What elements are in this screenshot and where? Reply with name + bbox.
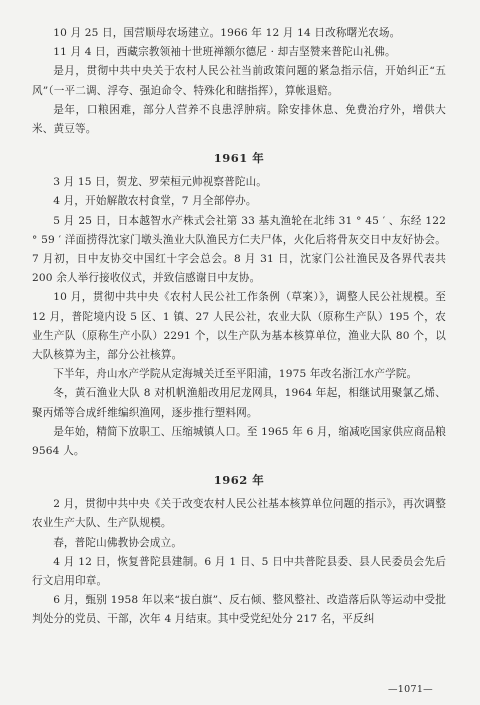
paragraph: 3 月 15 日，贺龙、罗荣桓元帅视察普陀山。 bbox=[53, 176, 268, 189]
paragraph: 是年，口粮困难，部分人营养不良患浮肿病。除安排休息、免费治疗外，增供大米、黄豆等。 bbox=[32, 103, 446, 136]
paragraph: 4 月，开始解散农村食堂，7 月全部停办。 bbox=[53, 195, 257, 208]
paragraph: 冬，黄石渔业大队 8 对机帆渔船改用尼龙网具，1964 年起，相继试用聚氯乙烯、聚丙烯等合成纤维编织渔网，逐步推行塑料网。 bbox=[32, 387, 446, 419]
paragraph: 春，普陀山佛教协会成立。 bbox=[53, 536, 183, 549]
paragraph: 4 月 12 日，恢复普陀县建制。6 月 1 日、5 日中共普陀县委、县人民委员会先后行文启用印章。 bbox=[32, 555, 446, 588]
paragraph: 2 月，贯彻中共中央《关于改变农村人民公社基本核算单位问题的指示》，再次调整农业生产大队、生产队规模。 bbox=[32, 498, 446, 530]
paragraph: 10 月，贯彻中共中央《农村人民公社工作条例（草案）》，调整人民公社规模。至 12 月，普陀境内设 5 区、1 镇、27 人民公社，农业大队（原称生产队）195 个，农业生产队（原称生产小队）2291 个，以生产队为基本核算单位，渔业大队 80 个，以大队核算为主，部分公社核算。 bbox=[32, 291, 446, 362]
year-heading-1962: 1962 年 bbox=[213, 473, 265, 488]
page-number: —1071— bbox=[388, 684, 433, 695]
body-text bbox=[32, 24, 446, 630]
paragraph: 6 月，甄别 1958 年以来“拔白旗”、反右倾、整风整社、改造落后队等运动中受批判处分的党员、干部，次年 4 月结束。其中受党纪处分 217 名，平反纠 bbox=[32, 594, 446, 626]
year-heading-1961: 1961 年 bbox=[213, 151, 265, 166]
paragraph: 11 月 4 日，西藏宗教领袖十世班禅额尔德尼 · 却吉坚赞来普陀山礼佛。 bbox=[53, 46, 396, 59]
paragraph: 是年始，精简下放职工、压缩城镇人口。至 1965 年 6 月，缩减吃国家供应商品粮 9564 人。 bbox=[32, 425, 446, 458]
paragraph: 5 月 25 日，日本越智水产株式会社第 33 基丸渔轮在北纬 31 ° 45 ′ 、东经 122 ° 59 ′ 洋面捞得沈家门墩头渔业大队渔民方仁夫尸体，火化后将骨灰交日中友好协会。7 月初，日中友协交中国红十字会总会。8 月 31 日，沈家门公社渔民及各界代表共 200 余人举行接收仪式，并致信感谢日中友协。 bbox=[32, 214, 446, 285]
paragraph: 下半年，舟山水产学院从定海城关迁至平阳浦，1975 年改名浙江水产学院。 bbox=[53, 368, 418, 381]
paragraph: 10 月 25 日，国营顺母农场建立。1966 年 12 月 14 日改称曙光农场。 bbox=[53, 27, 401, 39]
paragraph: 是月，贯彻中共中央关于农村人民公社当前政策问题的紧急指示信，开始纠正“五风”（一平二调、浮夸、强迫命令、特殊化和瞎指挥），算帐退赔。 bbox=[32, 65, 446, 97]
